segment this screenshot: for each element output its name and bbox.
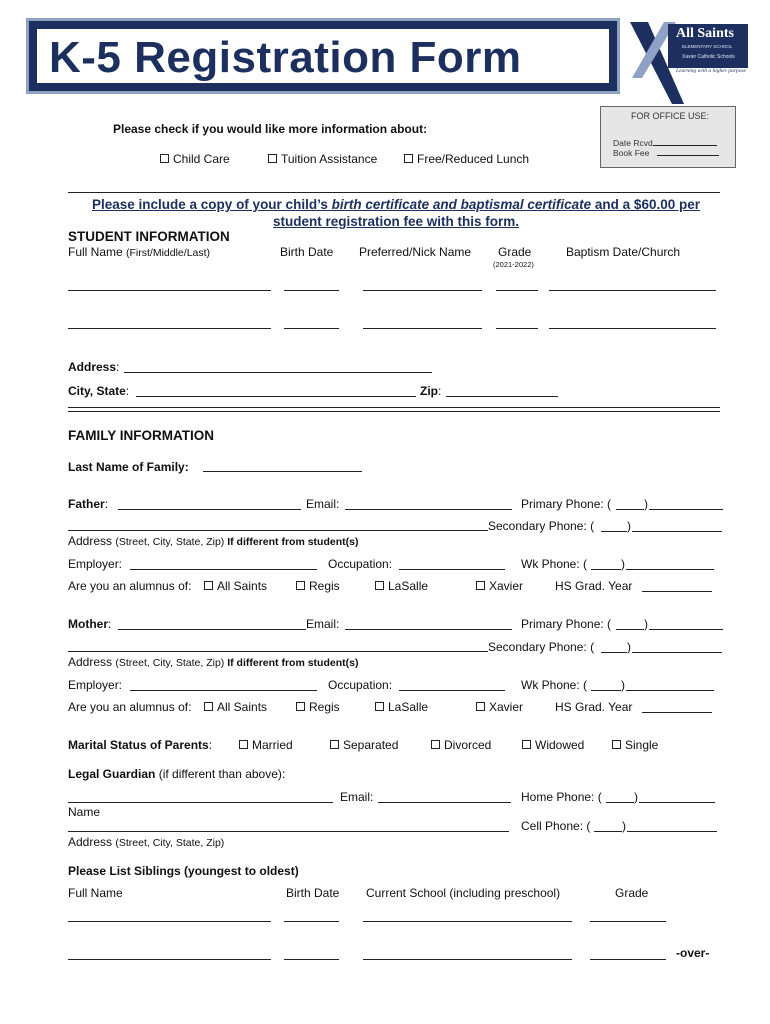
- marital-label: Marital Status of Parents: [68, 738, 209, 752]
- father-occupation-field[interactable]: [399, 569, 505, 570]
- father-alumnus-xavier[interactable]: [476, 579, 523, 593]
- notice-italic: birth certificate and baptismal certificate: [331, 197, 592, 212]
- address-label: Address: [68, 360, 117, 374]
- checkbox-icon: [268, 154, 277, 163]
- page-title: K-5 Registration Form: [49, 33, 522, 82]
- checkbox-label: All Saints: [217, 579, 268, 593]
- student2-name-field[interactable]: [68, 328, 271, 329]
- school-logo: [624, 18, 750, 108]
- checkbox-label: Separated: [343, 738, 399, 752]
- family-heading: FAMILY INFORMATION: [68, 428, 215, 443]
- guardian-name-field[interactable]: [68, 802, 333, 803]
- father-alumnus-regis[interactable]: [296, 579, 340, 593]
- city-row: City, State:: [68, 384, 130, 398]
- logo-org: Xavier Catholic Schools: [682, 54, 735, 60]
- checkbox-label: Regis: [309, 579, 340, 593]
- mother-alumnus-xavier[interactable]: [476, 700, 523, 714]
- checkbox-label: Single: [625, 738, 659, 752]
- mother-primary-phone-field[interactable]: [649, 629, 723, 630]
- father-wk-area-field[interactable]: [591, 569, 621, 570]
- checkbox-icon: [431, 740, 440, 749]
- guardian-label: Legal Guardian: [68, 767, 156, 781]
- student1-name-field[interactable]: [68, 290, 271, 291]
- mother-primary-area-field[interactable]: [616, 629, 644, 630]
- mother-secondary-phone-label: Secondary Phone: (: [488, 640, 595, 654]
- col-fullname-sub: (First/Middle/Last): [126, 247, 211, 259]
- father-email-label: Email:: [306, 497, 340, 511]
- office-use-box: [600, 106, 736, 168]
- col-fullname-label: Full Name: [68, 245, 127, 259]
- sib1-school-field[interactable]: [363, 921, 572, 922]
- student2-grade-field[interactable]: [496, 328, 538, 329]
- guardian-home-area-field[interactable]: [606, 802, 634, 803]
- marital-single[interactable]: [612, 738, 658, 752]
- father-hs-grad-label: HS Grad. Year: [555, 579, 633, 593]
- guardian-email-label: Email:: [340, 790, 374, 804]
- mother-alumnus-label: Are you an alumnus of:: [68, 700, 192, 714]
- checkbox-icon: [296, 702, 305, 711]
- sib1-birth-field[interactable]: [284, 921, 339, 922]
- father-address-field[interactable]: [68, 530, 488, 531]
- sib1-grade-field[interactable]: [590, 921, 666, 922]
- checkbox-icon: [476, 702, 485, 711]
- paren-close: ): [627, 640, 631, 654]
- sib-col-birth: Birth Date: [286, 886, 340, 900]
- divider: [68, 192, 720, 193]
- sib2-name-field[interactable]: [68, 959, 271, 960]
- checkbox-label: Child Care: [173, 152, 230, 166]
- mother-label: Mother: [68, 617, 108, 631]
- marital-separated[interactable]: [330, 738, 398, 752]
- father-occupation-label: Occupation:: [328, 557, 393, 571]
- student1-grade-field[interactable]: [496, 290, 538, 291]
- checkbox-label: Widowed: [535, 738, 585, 752]
- guardian-row: [68, 767, 285, 781]
- date-rcvd-field[interactable]: [653, 137, 717, 146]
- student2-nick-field[interactable]: [363, 328, 482, 329]
- mother-alumnus-all-saints[interactable]: [204, 700, 267, 714]
- guardian-cell-area-field[interactable]: [594, 831, 622, 832]
- checkbox-label: Free/Reduced Lunch: [417, 152, 530, 166]
- info-request-prompt: Please check if you would like more information about:: [113, 122, 428, 136]
- sib1-name-field[interactable]: [68, 921, 271, 922]
- mother-alumnus-regis[interactable]: [296, 700, 340, 714]
- father-alumnus-lasalle[interactable]: [375, 579, 428, 593]
- mother-employer-field[interactable]: [130, 690, 317, 691]
- paren-close: ): [644, 617, 648, 631]
- student1-baptism-field[interactable]: [549, 290, 716, 291]
- father-secondary-phone-field[interactable]: [632, 531, 722, 532]
- mother-email-label: Email:: [306, 617, 340, 631]
- col-baptism: Baptism Date/Church: [566, 245, 681, 259]
- address-diff: If different from student(s): [227, 536, 359, 548]
- father-address-caption: [68, 534, 358, 548]
- checkbox-icon: [375, 702, 384, 711]
- father-employer-label: Employer:: [68, 557, 123, 571]
- last-name-label: Last Name of Family:: [68, 460, 189, 474]
- guardian-sub: (if different than above):: [158, 767, 286, 781]
- notice-part2: and a $60.00 per student registration fee with this form.: [272, 197, 700, 229]
- checkbox-icon: [612, 740, 621, 749]
- city-field[interactable]: [136, 396, 416, 397]
- mother-secondary-area-field[interactable]: [601, 652, 627, 653]
- father-hs-grad-field[interactable]: [642, 591, 712, 592]
- checkbox-tuition-assistance[interactable]: [268, 152, 377, 166]
- student-heading: STUDENT INFORMATION: [68, 229, 230, 244]
- notice-text: [68, 196, 724, 230]
- father-alumnus-label: Are you an alumnus of:: [68, 579, 192, 593]
- col-nick-name: Preferred/Nick Name: [359, 245, 472, 259]
- notice-part1: Please include a copy of your child’s: [92, 197, 332, 212]
- office-title: FOR OFFICE USE:: [631, 111, 710, 121]
- paren-close: ): [621, 557, 625, 571]
- col-birth-date: Birth Date: [280, 245, 334, 259]
- divider: [68, 407, 720, 408]
- guardian-name-caption: Name: [68, 805, 101, 819]
- checkbox-label: Divorced: [444, 738, 492, 752]
- address-label: Address: [68, 534, 116, 548]
- paren-close: ): [634, 790, 638, 804]
- father-secondary-phone-label: Secondary Phone: (: [488, 519, 595, 533]
- sib-col-fullname: Full Name: [68, 886, 123, 900]
- zip-label: Zip: [420, 384, 438, 398]
- mother-occupation-field[interactable]: [399, 690, 505, 691]
- checkbox-icon: [204, 581, 213, 590]
- zip-field[interactable]: [446, 396, 558, 397]
- logo-tagline: Learning with a higher purpose: [676, 68, 746, 74]
- checkbox-label: All Saints: [217, 700, 268, 714]
- guardian-address-field[interactable]: [68, 831, 509, 832]
- marital-widowed[interactable]: [522, 738, 584, 752]
- mother-name-field[interactable]: [118, 629, 306, 630]
- checkbox-icon: [296, 581, 305, 590]
- checkbox-label: LaSalle: [388, 579, 429, 593]
- address-sub: (Street, City, State, Zip): [115, 657, 228, 669]
- address-row: Address:: [68, 360, 120, 374]
- checkbox-icon: [404, 154, 413, 163]
- over-label: -over-: [676, 946, 710, 960]
- mother-address-caption: [68, 655, 358, 669]
- father-primary-phone-label: Primary Phone: (: [521, 497, 612, 511]
- divider: [68, 411, 720, 412]
- checkbox-label: Regis: [309, 700, 340, 714]
- address-field[interactable]: [124, 372, 432, 373]
- logo-school: ELEMENTARY SCHOOL: [682, 44, 733, 49]
- marital-married[interactable]: [239, 738, 293, 752]
- mother-primary-phone-label: Primary Phone: (: [521, 617, 612, 631]
- mother-wk-phone-field[interactable]: [626, 690, 714, 691]
- mother-address-field[interactable]: [68, 651, 488, 652]
- checkbox-label: Xavier: [489, 579, 524, 593]
- guardian-home-phone-field[interactable]: [639, 802, 715, 803]
- book-fee-field[interactable]: [657, 147, 719, 156]
- checkbox-label: Xavier: [489, 700, 524, 714]
- checkbox-icon: [522, 740, 531, 749]
- checkbox-free-lunch[interactable]: [404, 152, 529, 166]
- address-label: Address: [68, 655, 116, 669]
- col-grade: Grade: [498, 245, 532, 259]
- address-label: Address: [68, 835, 116, 849]
- title-banner: [26, 18, 620, 94]
- father-wk-phone-field[interactable]: [626, 569, 714, 570]
- mother-employer-label: Employer:: [68, 678, 123, 692]
- paren-close: ): [622, 819, 626, 833]
- mother-wk-area-field[interactable]: [591, 690, 621, 691]
- father-primary-area-field[interactable]: [616, 509, 644, 510]
- father-employer-field[interactable]: [130, 569, 317, 570]
- sib-col-grade: Grade: [615, 886, 649, 900]
- checkbox-icon: [330, 740, 339, 749]
- checkbox-label: Married: [252, 738, 293, 752]
- col-fullname: [68, 245, 210, 259]
- marital-divorced[interactable]: [431, 738, 491, 752]
- mother-alumnus-lasalle[interactable]: [375, 700, 428, 714]
- father-secondary-area-field[interactable]: [601, 531, 627, 532]
- last-name-field[interactable]: [203, 471, 362, 472]
- logo-name: All Saints: [676, 26, 734, 41]
- mother-email-field[interactable]: [345, 629, 512, 630]
- paren-close: ): [644, 497, 648, 511]
- father-row: Father:: [68, 497, 109, 511]
- checkbox-icon: [160, 154, 169, 163]
- col-grade-year: (2021-2022): [493, 260, 534, 269]
- mother-row: Mother:: [68, 617, 112, 631]
- mother-hs-grad-field[interactable]: [642, 712, 712, 713]
- mother-hs-grad-label: HS Grad. Year: [555, 700, 633, 714]
- city-label: City, State: [68, 384, 126, 398]
- marital-row: Marital Status of Parents:: [68, 738, 213, 752]
- student1-birth-field[interactable]: [284, 290, 339, 291]
- guardian-email-field[interactable]: [378, 802, 511, 803]
- guardian-home-phone-label: Home Phone: (: [521, 790, 602, 804]
- sib2-birth-field[interactable]: [284, 959, 339, 960]
- sib2-school-field[interactable]: [363, 959, 572, 960]
- guardian-cell-phone-label: Cell Phone: (: [521, 819, 591, 833]
- address-sub: (Street, City, State, Zip): [115, 536, 228, 548]
- checkbox-label: Tuition Assistance: [281, 152, 378, 166]
- student2-baptism-field[interactable]: [549, 328, 716, 329]
- address-diff: If different from student(s): [227, 657, 359, 669]
- mother-occupation-label: Occupation:: [328, 678, 393, 692]
- guardian-cell-phone-field[interactable]: [627, 831, 717, 832]
- father-alumnus-all-saints[interactable]: [204, 579, 267, 593]
- father-wk-phone-label: Wk Phone: (: [521, 557, 588, 571]
- title-inner: [35, 27, 611, 85]
- student2-birth-field[interactable]: [284, 328, 339, 329]
- address-sub: (Street, City, State, Zip): [115, 837, 225, 849]
- siblings-heading: Please List Siblings (youngest to oldest): [68, 864, 299, 878]
- student1-nick-field[interactable]: [363, 290, 482, 291]
- mother-secondary-phone-field[interactable]: [632, 652, 722, 653]
- checkbox-icon: [239, 740, 248, 749]
- book-fee-line: [613, 147, 719, 158]
- date-rcvd-label: Date Rcvd: [613, 138, 653, 148]
- checkbox-icon: [204, 702, 213, 711]
- father-label: Father: [68, 497, 105, 511]
- sib2-grade-field[interactable]: [590, 959, 666, 960]
- sib-col-school: Current School (including preschool): [366, 886, 561, 900]
- book-fee-label: Book Fee: [613, 148, 650, 158]
- mother-wk-phone-label: Wk Phone: (: [521, 678, 588, 692]
- paren-close: ): [621, 678, 625, 692]
- father-name-field[interactable]: [118, 509, 301, 510]
- guardian-address-caption: [68, 835, 224, 849]
- father-primary-phone-field[interactable]: [649, 509, 723, 510]
- checkbox-child-care[interactable]: [160, 152, 230, 166]
- father-email-field[interactable]: [345, 509, 512, 510]
- checkbox-label: LaSalle: [388, 700, 429, 714]
- paren-close: ): [627, 519, 631, 533]
- zip-row: Zip:: [420, 384, 442, 398]
- checkbox-icon: [375, 581, 384, 590]
- checkbox-icon: [476, 581, 485, 590]
